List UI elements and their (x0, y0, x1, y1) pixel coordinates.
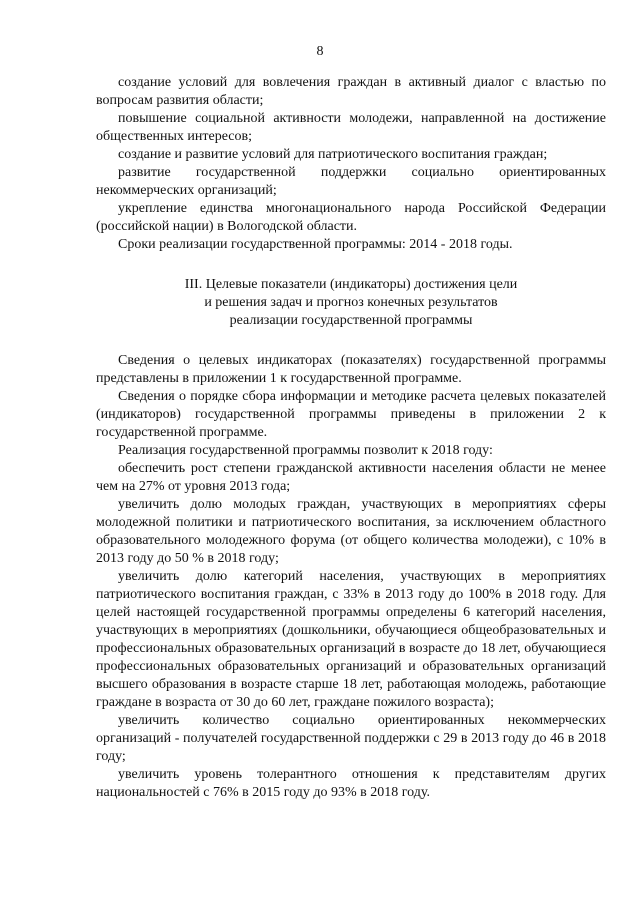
section-heading (96, 276, 606, 330)
paragraph: Сведения о целевых индикаторах (показателях) государственной программы представлены в приложении 1 к государственной программе. (96, 353, 606, 386)
paragraph: увеличить количество социально ориентированных некоммерческих организаций - получателей государственной поддержки с 29 в 2013 году до 46 в 2018 году; (96, 713, 606, 764)
section-heading-line: III. Целевые показатели (индикаторы) достижения цели (184, 277, 518, 292)
page-content (96, 74, 606, 802)
paragraph: обеспечить рост степени гражданской активности населения области не менее чем на 27% от уровня 2013 года; (96, 461, 606, 494)
section-heading-line: и решения задач и прогноз конечных результатов (204, 295, 498, 310)
page-number: 8 (316, 44, 324, 59)
paragraph: увеличить долю молодых граждан, участвующих в мероприятиях сферы молодежной политики и патриотического воспитания, за исключением областного образовательного молодежного форума (от общего количества молодежи), с 10% в 2013 году до 50 % в 2018 году; (96, 497, 606, 566)
paragraph: увеличить уровень толерантного отношения к представителям других национальностей с 76% в 2015 году до 93% в 2018 году. (96, 767, 606, 800)
paragraph: Сроки реализации государственной программы: 2014 - 2018 годы. (118, 237, 513, 252)
paragraph: укрепление единства многонационального народа Российской Федерации (российской нации) в Вологодской области. (96, 201, 606, 234)
paragraph: создание и развитие условий для патриотического воспитания граждан; (118, 147, 548, 162)
section-heading-line: реализации государственной программы (229, 313, 473, 328)
paragraph: увеличить долю категорий населения, участвующих в мероприятиях патриотического воспитания граждан, с 33% в 2013 году до 100% в 2018 году. Для целей настоящей государственной программы определены 6 категорий населения, участвующих в мероприятиях (дошкольники, обучающиеся общеобразовательных и профессиональных образовательных организаций в возрасте до 18 лет, обучающиеся профессиональных образовательных организаций и образовательных организаций высшего образования в возрасте старше 18 лет, работающая молодежь, работающие граждане в возраста от 30 до 60 лет, граждане пожилого возраста); (96, 569, 606, 710)
paragraph: создание условий для вовлечения граждан в активный диалог с властью по вопросам развития области; (96, 75, 606, 108)
paragraph: повышение социальной активности молодежи, направленной на достижение общественных интересов; (96, 111, 606, 144)
paragraph: развитие государственной поддержки социально ориентированных некоммерческих организаций; (96, 165, 606, 198)
paragraph: Реализация государственной программы позволит к 2018 году: (118, 443, 493, 458)
paragraph: Сведения о порядке сбора информации и методике расчета целевых показателей (индикаторов) государственной программы приведены в приложении 2 к государственной программе. (96, 389, 606, 440)
